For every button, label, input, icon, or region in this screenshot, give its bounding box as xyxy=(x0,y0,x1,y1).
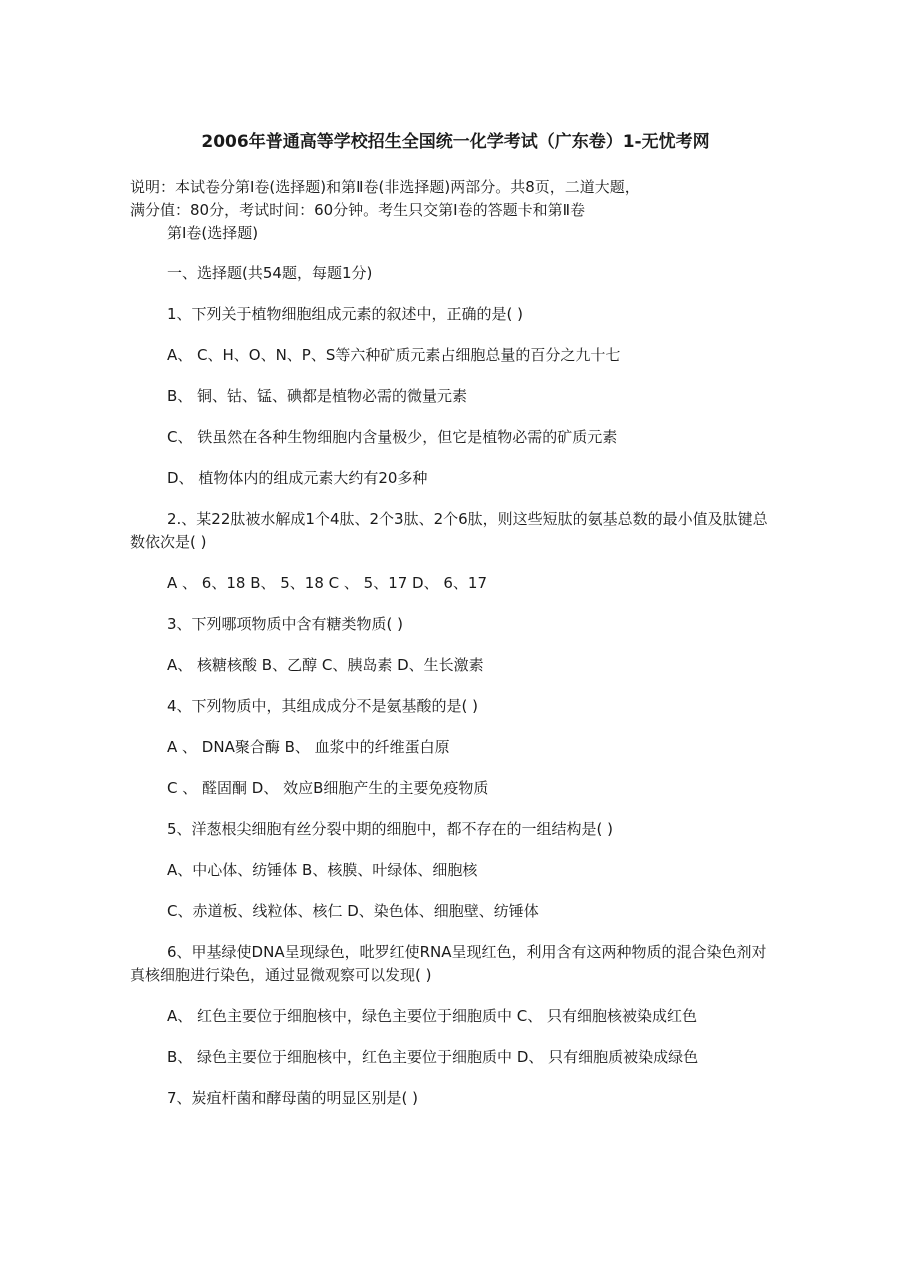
document-title: 2006年普通高等学校招生全国统一化学考试（广东卷）1-无忧考网 xyxy=(201,132,710,152)
intro-line-1: 说明：本试卷分第Ⅰ卷(选择题)和第Ⅱ卷(非选择题)两部分。共8页，二道大题， xyxy=(130,178,640,196)
question-1: 1、下列关于植物细胞组成元素的叙述中，正确的是( ) xyxy=(167,305,524,323)
part-label: 第Ⅰ卷(选择题) xyxy=(167,224,259,242)
question-2: 2.、某22肽被水解成1个4肽、2个3肽、2个6肽，则这些短肽的氨基总数的最小值及肽键总数依次是( ) xyxy=(130,510,768,551)
question-5: 5、洋葱根尖细胞有丝分裂中期的细胞中，都不存在的一组结构是( ) xyxy=(167,820,614,838)
options-2: A 、 6、18 B、 5、18 C 、 5、17 D、 6、17 xyxy=(167,574,488,592)
options-6-ac: A、 红色主要位于细胞核中，绿色主要位于细胞质中 C、 只有细胞核被染成红色 xyxy=(167,1007,698,1025)
option-1c: C、 铁虽然在各种生物细胞内含量极少，但它是植物必需的矿质元素 xyxy=(167,428,618,446)
question-4: 4、下列物质中，其组成成分不是氨基酸的是( ) xyxy=(167,697,479,715)
options-4-cd: C 、 醛固酮 D、 效应B细胞产生的主要免疫物质 xyxy=(167,779,489,797)
options-6-bd: B、 绿色主要位于细胞核中，红色主要位于细胞质中 D、 只有细胞质被染成绿色 xyxy=(167,1048,699,1066)
question-6: 6、甲基绿使DNA呈现绿色，吡罗红使RNA呈现红色，利用含有这两种物质的混合染色剂对真核细胞进行染色，通过显微观察可以发现( ) xyxy=(130,943,767,984)
question-3: 3、下列哪项物质中含有糖类物质( ) xyxy=(167,615,404,633)
options-4-ab: A 、 DNA聚合酶 B、 血浆中的纤维蛋白原 xyxy=(167,738,450,756)
options-5-ab: A、中心体、纺锤体 B、核膜、叶绿体、细胞核 xyxy=(167,861,478,879)
option-1b: B、 铜、钴、锰、碘都是植物必需的微量元素 xyxy=(167,387,468,405)
option-1d: D、 植物体内的组成元素大约有20多种 xyxy=(167,469,428,487)
question-7: 7、炭疽杆菌和酵母菌的明显区别是( ) xyxy=(167,1089,419,1107)
options-3: A、 核糖核酸 B、乙醇 C、胰岛素 D、生长激素 xyxy=(167,656,484,674)
option-1a: A、 C、H、O、N、P、S等六种矿质元素占细胞总量的百分之九十七 xyxy=(167,346,621,364)
options-5-cd: C、赤道板、线粒体、核仁 D、染色体、细胞壁、纺锤体 xyxy=(167,902,539,920)
section-heading: 一、选择题(共54题，每题1分) xyxy=(167,264,373,282)
intro-line-2: 满分值：80分，考试时间：60分钟。考生只交第Ⅰ卷的答题卡和第Ⅱ卷 xyxy=(130,201,585,219)
